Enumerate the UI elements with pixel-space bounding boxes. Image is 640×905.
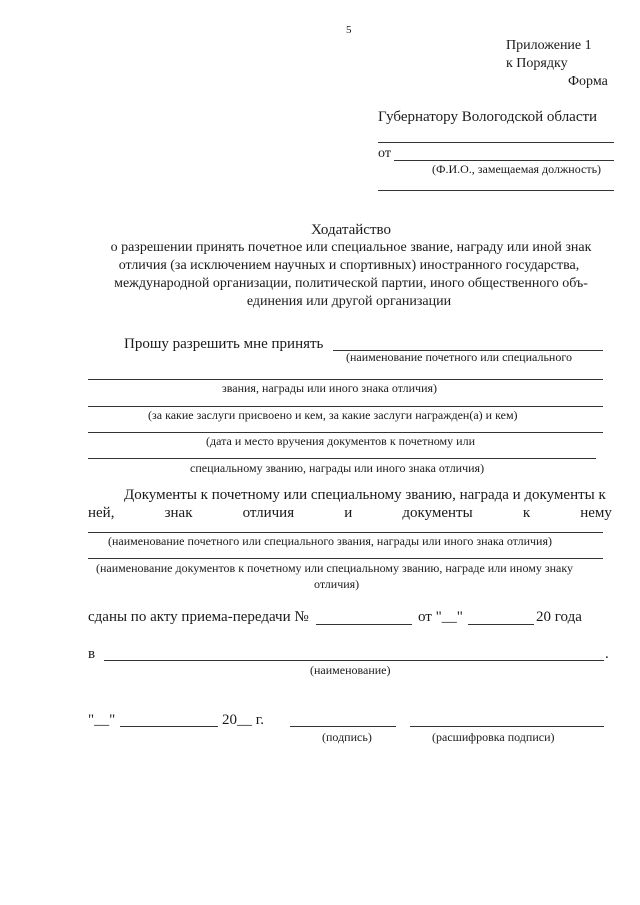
handover-month-line[interactable]: [468, 624, 534, 625]
handover-hint: (наименование): [310, 663, 391, 677]
signature-date-line[interactable]: [120, 726, 218, 727]
documents-line-field-2[interactable]: [88, 558, 603, 559]
page-number: 5: [346, 24, 352, 36]
signature-sign-line[interactable]: [290, 726, 396, 727]
documents-word: документы: [402, 505, 473, 521]
title-line-3: международной организации, политической партии, иного общественного объ-: [114, 276, 588, 291]
addressee-line-1[interactable]: [378, 142, 614, 143]
documents-word: и: [344, 505, 353, 521]
documents-line-1: Документы к почетному или специальному званию, награда и документы к: [124, 487, 606, 503]
documents-word: отличия: [242, 505, 295, 521]
handover-in-label: в: [88, 646, 96, 662]
document-heading: Ходатайство: [311, 222, 391, 238]
signature-year: 20__ г.: [222, 712, 264, 728]
documents-hint-2a: (наименование документов к почетному или специальному званию, награде или иному знаку: [96, 561, 573, 575]
signature-decode-hint: (расшифровка подписи): [432, 730, 555, 744]
handover-dot: .: [605, 646, 609, 662]
handover-organization-line[interactable]: [104, 660, 604, 661]
documents-word: знак: [164, 505, 193, 521]
request-line-4[interactable]: [88, 432, 603, 433]
signature-decode-line[interactable]: [410, 726, 604, 727]
documents-word: нему: [580, 505, 612, 521]
request-hint-5: специальному званию, награды или иного знака отличия): [190, 461, 485, 475]
signature-sign-hint: (подпись): [322, 730, 372, 744]
request-hint-3: (за какие заслуги присвоено и кем, за какие заслуги награжден(а) и кем): [148, 408, 518, 422]
documents-hint-1: (наименование почетного или специального звания, награды или иного знака отличия): [108, 534, 552, 548]
addressee-from-line[interactable]: [394, 160, 614, 161]
signature-date-quote: "__": [88, 712, 116, 728]
documents-word: к: [522, 505, 531, 521]
request-line-2[interactable]: [88, 379, 603, 380]
title-line-2: отличия (за исключением научных и спортивных) иностранного государства,: [118, 258, 580, 273]
request-hint-1: (наименование почетного или специального: [346, 350, 572, 364]
documents-word: ней,: [88, 505, 115, 521]
request-hint-4: (дата и место вручения документов к почетному или: [206, 434, 475, 448]
request-hint-2: звания, награды или иного знака отличия): [222, 381, 438, 395]
handover-act-number-line[interactable]: [316, 624, 412, 625]
documents-line-field-1[interactable]: [88, 532, 603, 533]
addressee-governor: Губернатору Вологодской области: [378, 109, 598, 125]
title-line-1: о разрешении принять почетное или специальное звание, награду или иной знак: [110, 240, 592, 255]
documents-line-2: [88, 505, 612, 522]
addressee-line-3[interactable]: [378, 190, 614, 191]
addressee-from-label: от: [378, 146, 391, 161]
handover-from: от "__": [418, 609, 463, 625]
request-line-3[interactable]: [88, 406, 603, 407]
title-line-4: единения или другой организации: [246, 294, 452, 309]
handover-text: сданы по акту приема-передачи №: [88, 609, 309, 625]
addressee-from-hint: (Ф.И.О., замещаемая должность): [432, 162, 602, 176]
order-label: к Порядку: [506, 56, 568, 71]
request-lead: Прошу разрешить мне принять: [124, 336, 324, 352]
form-label: Форма: [568, 74, 608, 89]
request-line-5[interactable]: [88, 458, 596, 459]
appendix-label: Приложение 1: [506, 38, 592, 53]
handover-year: 20 года: [536, 609, 582, 625]
documents-hint-2b: отличия): [314, 577, 360, 591]
